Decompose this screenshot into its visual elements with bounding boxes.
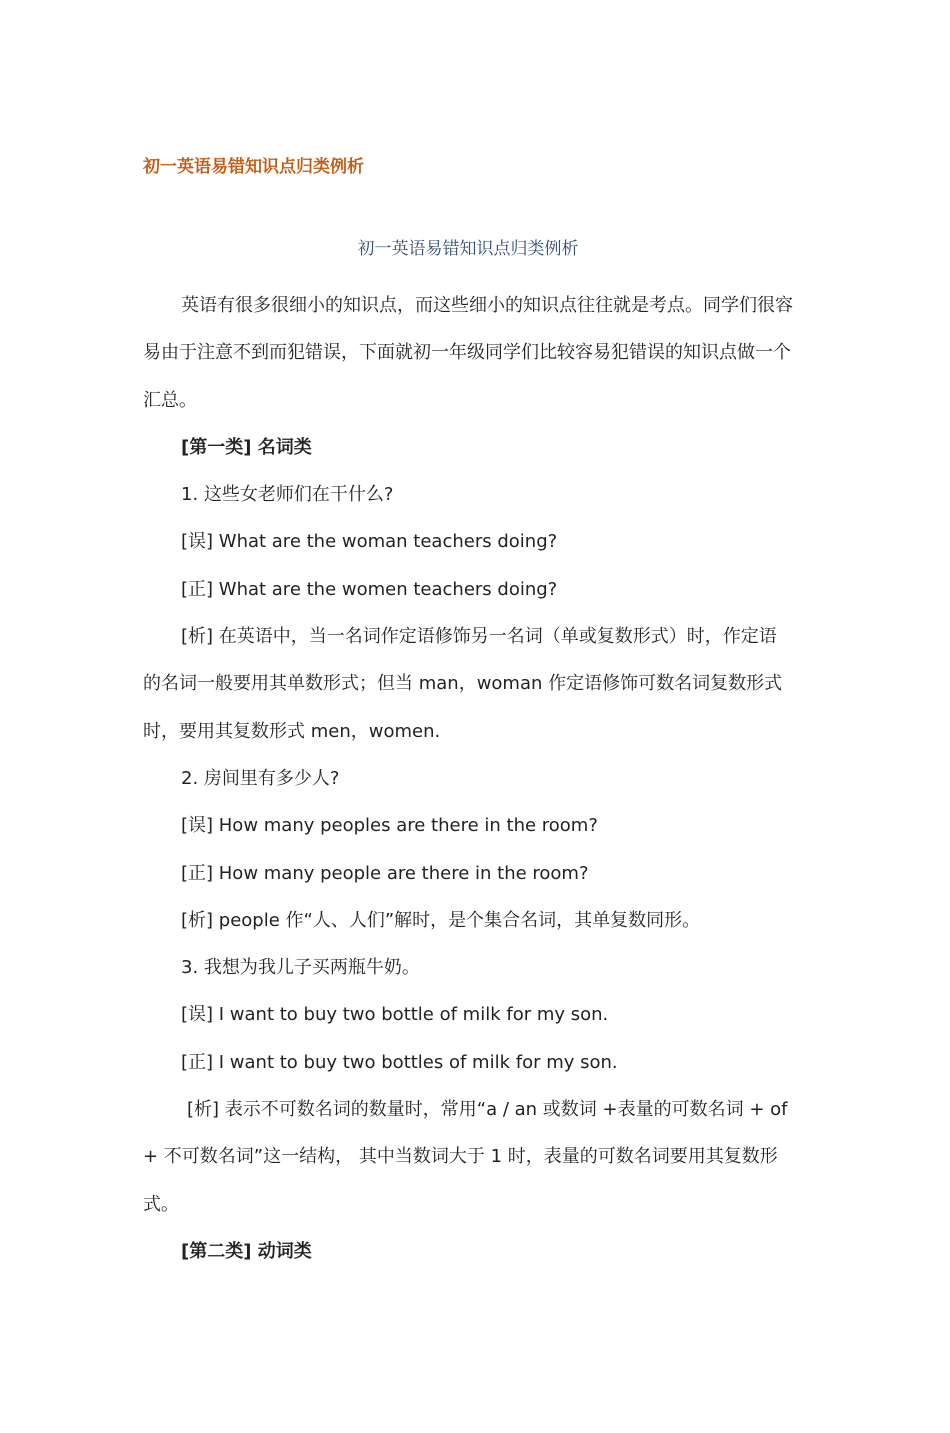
section-title-verbs: [第二类] 动词类 [181,1240,312,1262]
item1-right: [正] What are the women teachers doing? [181,578,558,600]
item1-wrong: [误] What are the woman teachers doing? [181,531,558,553]
document-subtitle: 初一英语易错知识点归类例析 [357,239,579,259]
item1-analysis: [析] 在英语中，当一名词作定语修饰另一名词（单或复数形式）时，作定语的名词一般要用其单数形式；但当 man，woman 作定语修饰可数名词复数形式时，要用其复数形式 men，women. [143,626,783,742]
item3-question: 3. 我想为我儿子买两瓶牛奶。 [181,957,420,979]
document-body [143,282,793,1275]
item2-right: [正] How many people are there in the room? [181,862,589,884]
section-title-nouns: [第一类] 名词类 [181,436,312,458]
item3-right: [正] I want to buy two bottles of milk for my son. [181,1051,618,1073]
intro-paragraph: 英语有很多很细小的知识点，而这些细小的知识点往往就是考点。同学们很容易由于注意不到而犯错误，下面就初一年级同学们比较容易犯错误的知识点做一个汇总。 [143,295,793,411]
item3-analysis: [析] 表示不可数名词的数量时，常用“a / an 或数词 +表量的可数名词 + of + 不可数名词”这一结构， 其中当数词大于 1 时，表量的可数名词要用其复数形式。 [143,1099,788,1215]
item2-wrong: [误] How many peoples are there in the room? [181,815,598,837]
item2-analysis: [析] people 作“人、人们”解时，是个集合名词，其单复数同形。 [181,909,701,931]
item3-wrong: [误] I want to buy two bottle of milk for my son. [181,1004,609,1026]
item2-question: 2. 房间里有多少人? [181,767,340,789]
item1-question: 1. 这些女老师们在干什么? [181,484,394,506]
document-heading: 初一英语易错知识点归类例析 [143,157,364,177]
